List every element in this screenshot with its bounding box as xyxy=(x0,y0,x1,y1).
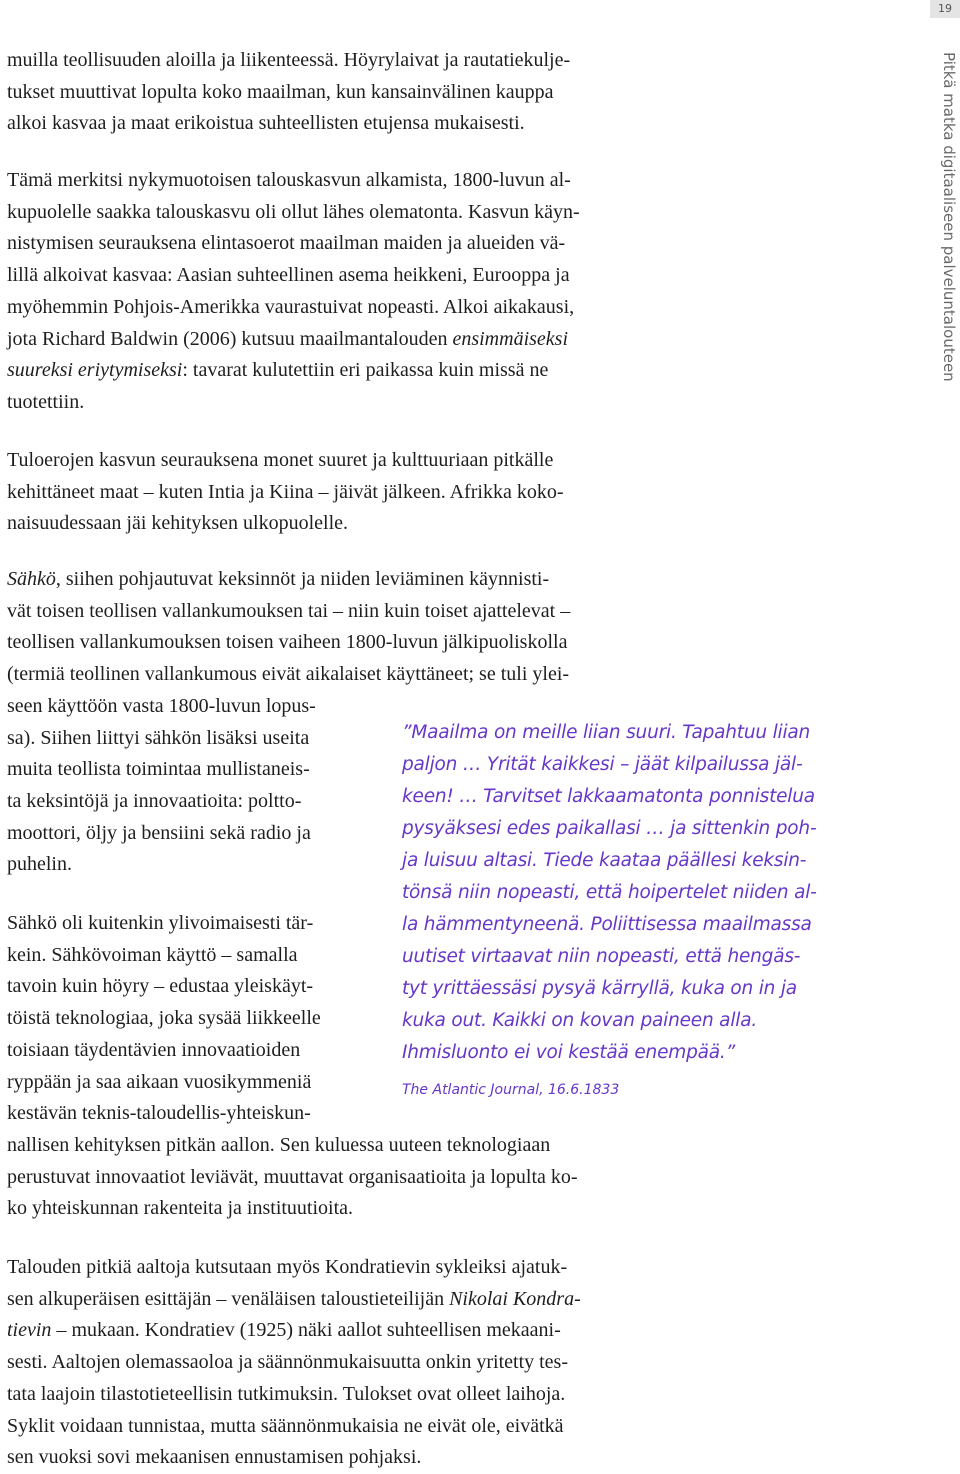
text-run: tata laajoin tilastotieteellisin tutkimuksin. Tulokset ovat olleet laihoja. xyxy=(7,1382,566,1405)
text-run: Tuloerojen kasvun seurauksena monet suuret ja kulttuuriaan pitkälle xyxy=(7,449,554,471)
italic-text: Nikolai Kondra- xyxy=(449,1287,581,1310)
text-line xyxy=(7,508,563,540)
text-run: kehittäneet maat – kuten Intia ja Kiina – jäivät jälkeen. Afrikka koko- xyxy=(7,480,564,503)
text-line xyxy=(7,1130,578,1162)
text-line xyxy=(7,324,580,356)
text-run: Tämä merkitsi nykymuotoisen talouskasvun alkamista, 1800-luvun al- xyxy=(7,169,571,191)
text-line xyxy=(7,1442,581,1474)
quote-source: The Atlantic Journal, 16.6.1833 xyxy=(402,1082,620,1098)
italic-text: ensimmäiseksi xyxy=(452,327,569,350)
text-run: puhelin. xyxy=(7,853,72,876)
running-title: Pitkä matka digitaaliseen palveluntalouteen xyxy=(940,52,958,382)
text-line xyxy=(7,197,580,229)
quote-line: tyt yrittäessäsi pysyä kärryllä, kuka on in ja xyxy=(402,978,797,999)
text-line xyxy=(7,1284,581,1316)
quote-line: kuka out. Kaikki on kovan paineen alla. xyxy=(402,1010,758,1031)
quote-line: Ihmisluonto ei voi kestää enempää.” xyxy=(402,1042,735,1063)
text-line xyxy=(7,387,580,419)
text-line xyxy=(7,1162,578,1194)
text-run: sa). Siihen liittyi sähkön lisäksi useita xyxy=(7,726,310,749)
text-run: nistymisen seurauksena elintasoerot maailman maiden ja alueiden vä- xyxy=(7,232,566,255)
text-run: sesti. Aaltojen olemassaoloa ja säännönmukaisuutta onkin yritetty tes- xyxy=(7,1351,568,1374)
quote-line: pysyäksesi edes paikallasi … ja sittenkin poh- xyxy=(402,818,817,839)
italic-text: suureksi eriytymiseksi xyxy=(7,359,183,382)
text-run: : tavarat kulutettiin eri paikassa kuin missä ne xyxy=(182,359,549,382)
text-line xyxy=(7,165,580,197)
text-run: tukset muuttivat lopulta koko maailman, kun kansainvälinen kauppa xyxy=(7,80,554,103)
text-run: Syklit voidaan tunnistaa, mutta säännönmukaisia ne eivät ole, eivätkä xyxy=(7,1414,564,1437)
text-run: töistä teknologiaa, joka sysää liikkeelle xyxy=(7,1007,321,1030)
page-number: 19 xyxy=(930,0,960,18)
pull-quote xyxy=(402,717,817,1069)
paragraph-1 xyxy=(7,45,570,140)
quote-line: tönsä niin nopeasti, että hoipertelet niiden al- xyxy=(402,882,817,903)
text-run: tavoin kuin höyry – edustaa yleiskäyt- xyxy=(7,975,314,998)
quote-line: la hämmentyneenä. Poliittisessa maailmassa xyxy=(402,914,812,935)
text-run: sen vuoksi sovi mekaanisen ennustamisen pohjaksi. xyxy=(7,1446,422,1469)
text-run: seen käyttöön vasta 1800-luvun lopus- xyxy=(7,694,316,717)
text-run: kupuolelle saakka talouskasvu oli ollut lähes olematonta. Kasvun käyn- xyxy=(7,200,580,223)
text-run: teollisen vallankumouksen toisen vaiheen 1800-luvun jälkipuoliskolla xyxy=(7,631,568,654)
paragraph-2 xyxy=(7,165,580,419)
quote-line: ”Maailma on meille liian suuri. Tapahtuu liian xyxy=(402,722,811,743)
quote-line: uutiset virtaavat niin nopeasti, että hengäs- xyxy=(402,946,801,967)
text-line xyxy=(7,1347,581,1379)
text-line xyxy=(7,564,570,596)
italic-text: tievin xyxy=(7,1319,52,1342)
text-run: myöhemmin Pohjois-Amerikka vaurastuivat nopeasti. Alkoi aikakausi, xyxy=(7,295,575,318)
text-run: ko yhteiskunnan rakenteita ja instituutioita. xyxy=(7,1197,354,1220)
text-run: – mukaan. Kondratiev (1925) näki aallot suhteellisen mekaani- xyxy=(51,1319,561,1342)
text-run: tuotettiin. xyxy=(7,390,85,413)
text-line xyxy=(7,1411,581,1443)
text-run: vät toisen teollisen vallankumouksen tai – niin kuin toiset ajattelevat – xyxy=(7,599,571,622)
text-run: moottori, öljy ja bensiini sekä radio ja xyxy=(7,821,311,844)
quote-line: paljon … Yrität kaikkesi – jäät kilpailussa jäl- xyxy=(402,754,803,775)
quote-line: ja luisuu altasi. Tiede kaataa päällesi keksin- xyxy=(402,850,807,871)
text-run: nallisen kehityksen pitkän aallon. Sen kuluessa uuteen teknologiaan xyxy=(7,1133,551,1156)
text-line xyxy=(7,627,570,659)
text-line xyxy=(7,659,570,691)
text-line xyxy=(7,445,563,477)
text-run: ta keksintöjä ja innovaatioita: poltto- xyxy=(7,789,302,812)
text-run: kestävän teknis-taloudellis-yhteiskun- xyxy=(7,1102,311,1125)
text-line xyxy=(7,1315,581,1347)
text-run: ryppään ja saa aikaan vuosikymmeniä xyxy=(7,1070,312,1093)
text-line xyxy=(7,596,570,628)
text-line xyxy=(7,1379,581,1411)
text-run: alkoi kasvaa ja maat erikoistua suhteellisten etujensa mukaisesti. xyxy=(7,112,525,135)
text-run: lillä alkoivat kasvaa: Aasian suhteellinen asema heikkeni, Eurooppa ja xyxy=(7,264,570,287)
text-run: toisiaan täydentävien innovaatioiden xyxy=(7,1038,301,1061)
text-run: perustuvat innovaatiot leviävät, muuttavat organisaatioita ja lopulta ko- xyxy=(7,1165,578,1188)
paragraph-3 xyxy=(7,445,563,540)
text-run: muilla teollisuuden aloilla ja liikenteessä. Höyrylaivat ja rautatiekulje- xyxy=(7,49,571,71)
text-line xyxy=(7,77,570,109)
text-line xyxy=(7,1193,578,1225)
paragraph-6 xyxy=(7,1252,581,1474)
text-line xyxy=(7,1252,581,1284)
text-line xyxy=(7,1098,578,1130)
text-run: jota Richard Baldwin (2006) kutsuu maailmantalouden xyxy=(7,327,453,350)
text-line xyxy=(7,228,580,260)
text-run: (termiä teollinen vallankumous eivät aikalaiset käyttäneet; se tuli ylei- xyxy=(7,663,570,686)
text-line xyxy=(7,260,580,292)
text-run: Sähkö oli kuitenkin ylivoimaisesti tär- xyxy=(7,912,314,934)
quote-line: keen! … Tarvitset lakkaamatonta ponnistelua xyxy=(402,786,815,807)
text-run: muita teollista toimintaa mullistaneis- xyxy=(7,758,310,781)
text-line xyxy=(7,45,570,77)
text-line xyxy=(7,108,570,140)
text-run: , siihen pohjautuvat keksinnöt ja niiden leviäminen käynnisti- xyxy=(55,568,550,590)
text-line xyxy=(7,292,580,324)
text-run: naisuudessaan jäi kehityksen ulkopuolelle. xyxy=(7,512,349,535)
text-line xyxy=(7,477,563,509)
text-run: Talouden pitkiä aaltoja kutsutaan myös Kondratievin sykleiksi ajatuk- xyxy=(7,1256,568,1278)
text-line xyxy=(7,355,580,387)
text-run: kein. Sähkövoiman käyttö – samalla xyxy=(7,943,298,966)
text-run: sen alkuperäisen esittäjän – venäläisen taloustieteilijän xyxy=(7,1287,450,1310)
italic-text: Sähkö xyxy=(7,568,56,590)
